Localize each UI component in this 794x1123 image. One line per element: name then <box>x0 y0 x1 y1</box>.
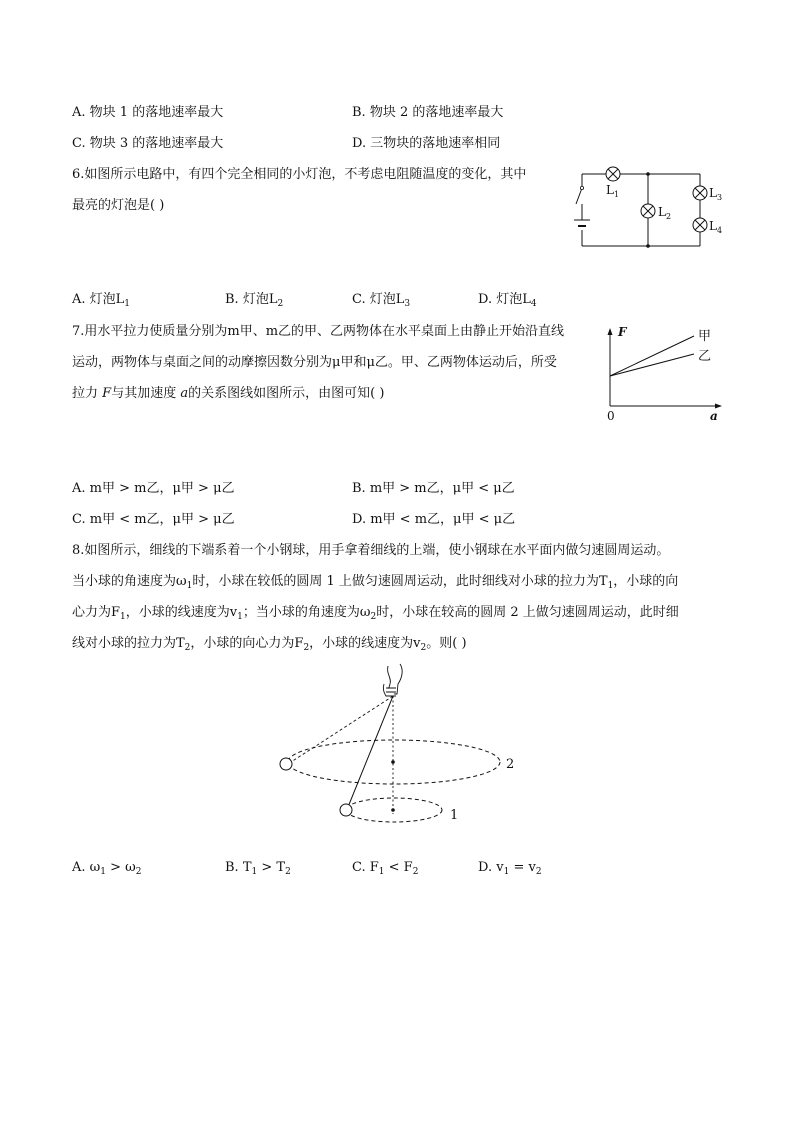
q7-option-b: B. m甲 > m乙，μ甲 < μ乙 <box>352 481 515 496</box>
battery-icon <box>574 220 590 226</box>
line-jia <box>610 336 694 376</box>
q8-option-d: D. $v_1 = v_2$ <box>478 860 542 877</box>
q6-option-b: B. 灯泡$L_2$ <box>225 292 284 309</box>
svg-text:L3: $L_3$ <box>709 186 723 202</box>
q8-stem-line4: 线对小球的拉力为$T_2$，小球的向心力为$F_2$，小球的线速度为$v_2$。则( ) <box>72 636 467 653</box>
line-yi-label: 乙 <box>698 349 712 364</box>
line-yi <box>610 354 694 376</box>
switch-icon <box>580 186 583 189</box>
q6-circuit-diagram <box>566 160 726 260</box>
q8-option-c: C. $F_1 < F_2$ <box>352 860 419 877</box>
q7-force-acceleration-graph <box>598 322 728 426</box>
svg-text:L2: $L_2$ <box>658 205 672 221</box>
q6-option-c: C. 灯泡$L_3$ <box>352 292 411 309</box>
lamp-l4-icon <box>693 218 707 232</box>
q5-option-b: B. 物块 2 的落地速率最大 <box>352 105 504 120</box>
q7-option-c: C. m甲 < m乙，μ甲 > μ乙 <box>72 512 235 527</box>
q5-option-a: A. 物块 1 的落地速率最大 <box>72 105 224 120</box>
q8-stem-line2: 当小球的角速度为$\omega_1$时，小球在较低的圆周 1 上做匀速圆周运动，此时细线对小球的拉力为$T_1$，小球的向 <box>72 574 679 591</box>
label-circle-2: 2 <box>506 757 515 772</box>
q7-stem-line3: 拉力 F与其加速度 a的关系图线如图所示，由图可知( ) <box>72 386 385 401</box>
q6-option-a: A. 灯泡$L_1$ <box>72 292 131 309</box>
svg-text:L4: $L_4$ <box>709 219 723 235</box>
q8-stem-line3: 心力为$F_1$，小球的线速度为$v_1$；当小球的角速度为$\omega_2$时，小球在较高的圆周 2 上做匀速圆周运动，此时细 <box>72 605 679 622</box>
svg-text:L1: $L_1$ <box>606 183 620 199</box>
q6-stem-line1: 6.如图所示电路中，有四个完全相同的小灯泡，不考虑电阻随温度的变化，其中 <box>72 167 527 182</box>
q8-option-a: A. $\omega_1 > \omega_2$ <box>72 860 142 877</box>
origin-label: 0 <box>607 409 615 423</box>
lamp-l1-icon <box>606 167 620 181</box>
hand-icon <box>383 664 402 696</box>
lamp-l2-label: L <box>658 205 666 219</box>
q5-option-d: D. 三物块的落地速率相同 <box>352 136 501 151</box>
q6-stem-line2: 最亮的灯泡是( ) <box>72 198 165 213</box>
label-circle-1: 1 <box>450 808 459 823</box>
q5-option-c: C. 物块 3 的落地速率最大 <box>72 136 224 151</box>
q7-stem-line2: 运动，两物体与桌面之间的动摩擦因数分别为μ甲和μ乙。甲、乙两物体运动后，所受 <box>72 355 557 370</box>
lamp-l3-icon <box>693 186 707 200</box>
q7-stem-line1: 7.用水平拉力使质量分别为m甲、m乙的甲、乙两物体在水平桌面上由静止开始沿直线 <box>72 324 565 339</box>
q8-conical-pendulum-diagram <box>270 660 530 830</box>
q6-option-d: D. 灯泡$L_4$ <box>478 292 537 309</box>
lamp-l3-label: L <box>709 186 717 200</box>
lamp-l4-label: L <box>709 219 717 233</box>
q7-option-a: A. m甲 > m乙，μ甲 > μ乙 <box>72 481 235 496</box>
q8-stem-line1: 8.如图所示，细线的下端系着一个小钢球，用手拿着细线的上端，使小钢球在水平面内做匀速圆周运动。 <box>72 543 670 558</box>
ball-lower <box>340 804 352 816</box>
q7-option-d: D. m甲 < m乙，μ甲 < μ乙 <box>352 512 516 527</box>
line-jia-label: 甲 <box>698 329 712 344</box>
ball-upper <box>280 758 292 770</box>
y-axis-label: F <box>618 325 627 339</box>
lamp-l2-icon <box>641 204 655 218</box>
lamp-l1-label: L <box>606 183 614 197</box>
x-axis-label: a <box>710 409 718 423</box>
q8-option-b: B. $T_1 > T_2$ <box>225 860 291 877</box>
